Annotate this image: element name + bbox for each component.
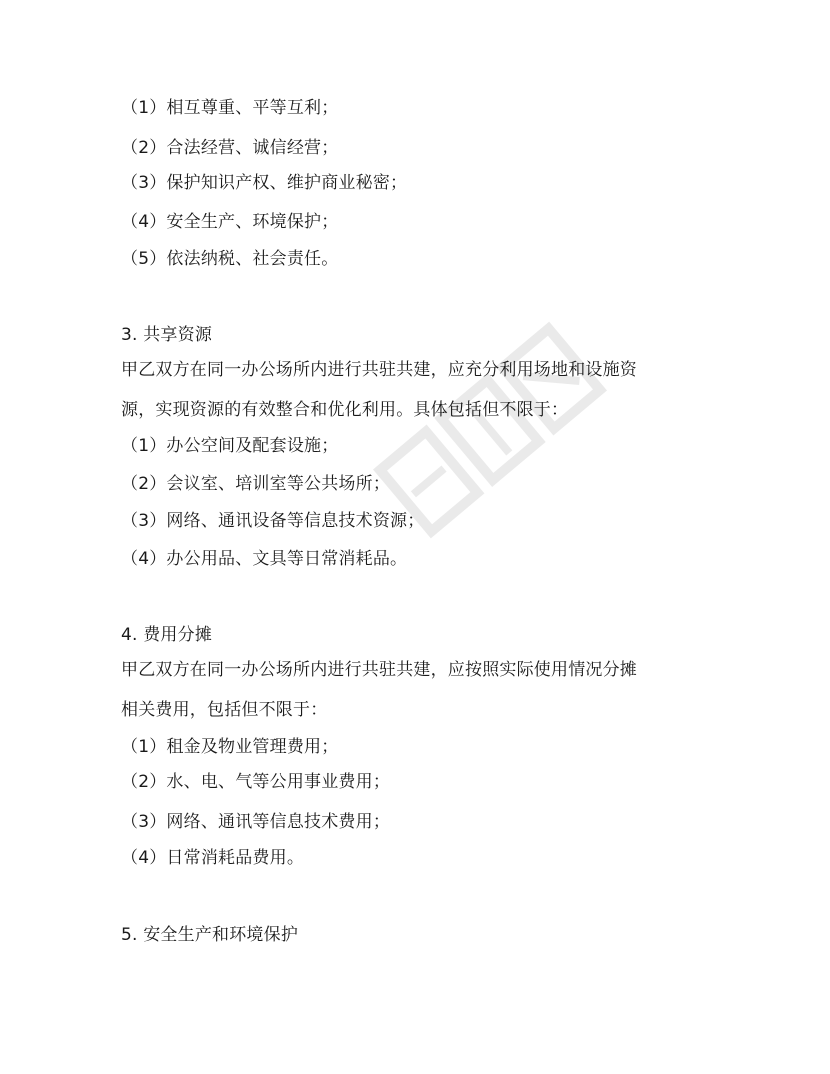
section4-item-4: （4）日常消耗品费用。 [121, 848, 305, 868]
section2-item-5: （5）依法纳税、社会责任。 [121, 249, 339, 269]
watermark-graphic [326, 270, 654, 590]
section4-item-3: （3）网络、通讯等信息技术费用； [121, 812, 391, 832]
section4-item-1: （1）租金及物业管理费用； [121, 737, 339, 757]
section4-heading: 4. 费用分摊 [121, 625, 213, 645]
section3-item-4: （4）办公用品、文具等日常消耗品。 [121, 549, 408, 569]
section3-item-2: （2）会议室、培训室等公共场所； [121, 474, 391, 494]
section3-paragraph-line-2: 源，实现资源的有效整合和优化利用。具体包括但不限于： [121, 400, 569, 420]
section3-heading: 3. 共享资源 [121, 325, 213, 345]
section4-paragraph-line-2: 相关费用，包括但不限于： [121, 700, 328, 720]
watermark [326, 270, 654, 590]
section4-item-2: （2）水、电、气等公用事业费用； [121, 772, 391, 792]
section3-item-3: （3）网络、通讯设备等信息技术资源； [121, 511, 425, 531]
section2-item-3: （3）保护知识产权、维护商业秘密； [121, 173, 408, 193]
section2-item-1: （1）相互尊重、平等互利； [121, 98, 339, 118]
section5-heading: 5. 安全生产和环境保护 [121, 925, 299, 945]
section2-item-4: （4）安全生产、环境保护； [121, 212, 339, 232]
section2-item-2: （2）合法经营、诚信经营； [121, 138, 339, 158]
section3-item-1: （1）办公空间及配套设施； [121, 436, 339, 456]
section3-paragraph-line-1: 甲乙双方在同一办公场所内进行共驻共建，应充分利用场地和设施资 [121, 360, 637, 380]
section4-paragraph-line-1: 甲乙双方在同一办公场所内进行共驻共建，应按照实际使用情况分摊 [121, 660, 637, 680]
